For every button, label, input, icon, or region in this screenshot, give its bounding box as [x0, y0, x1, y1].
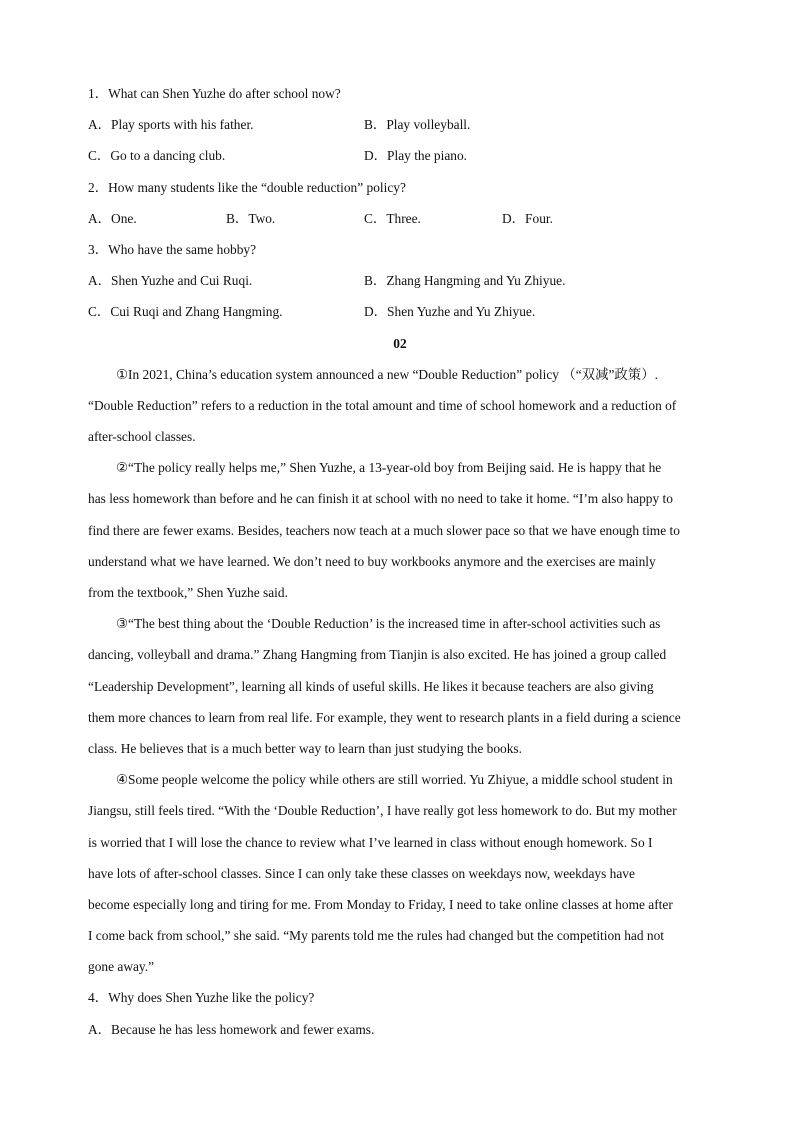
question-2-stem: 2．How many students like the “double reduction” policy?	[88, 179, 406, 195]
question-1-stem: 1．What can Shen Yuzhe do after school now?	[88, 86, 341, 101]
passage-paragraph-2	[88, 452, 712, 608]
passage-line: class. He believes that is a much better way to learn than just studying the books.	[88, 740, 522, 756]
passage-line: after-school classes.	[88, 429, 196, 445]
passage-line: “Leadership Development”, learning all kinds of useful skills. He likes it because teachers are also giving	[88, 678, 654, 694]
passage-paragraph-4	[88, 764, 712, 982]
passage-line: become especially long and tiring for me. From Monday to Friday, I need to take online classes at home after	[88, 896, 673, 912]
section-number: 02	[393, 335, 407, 351]
option-c: C．Three.	[364, 210, 421, 226]
option-a: A．One.	[88, 210, 137, 226]
option-d: D．Shen Yuzhe and Yu Zhiyue.	[364, 304, 536, 320]
question-4-option-a: A．Because he has less homework and fewer exams.	[88, 1021, 375, 1037]
passage-paragraph-1	[88, 359, 712, 453]
passage-line: find there are fewer exams. Besides, teachers now teach at a much slower pace so that we have enough time to	[88, 522, 680, 538]
passage-line: I come back from school,” she said. “My parents told me the rules had changed but the competition had not	[88, 928, 665, 944]
passage-line: ④Some people welcome the policy while others are still worried. Yu Zhiyue, a middle school student in	[116, 772, 673, 788]
passage-line: dancing, volleyball and drama.” Zhang Hangming from Tianjin is also excited. He has joined a group called	[88, 647, 667, 663]
exam-page	[88, 78, 712, 1045]
passage-line: ②“The policy really helps me,” Shen Yuzhe, a 13-year-old boy from Beijing said. He is happy that he	[116, 460, 662, 476]
option-b: B．Two.	[226, 210, 276, 226]
question-4-stem: 4．Why does Shen Yuzhe like the policy?	[88, 990, 315, 1006]
option-b: B．Play volleyball.	[364, 117, 471, 133]
passage-line: gone away.”	[88, 959, 155, 975]
passage-line: from the textbook,” Shen Yuzhe said.	[88, 585, 288, 600]
passage-line: has less homework than before and he can finish it at school with no need to take it home. “I’m also happy to	[88, 491, 673, 507]
passage-line: “Double Reduction” refers to a reduction in the total amount and time of school homework and a reduction of	[88, 397, 677, 413]
passage-line: ③“The best thing about the ‘Double Reduction’ is the increased time in after-school activities such as	[116, 616, 661, 632]
passage-line: is worried that I will lose the chance to review what I’ve learned in class without enough homework. So I	[88, 834, 653, 850]
passage-line: them more chances to learn from real life. For example, they went to research plants in a field during a science	[88, 709, 681, 725]
option-a: A．Shen Yuzhe and Cui Ruqi.	[88, 273, 253, 289]
passage-line: ①In 2021, China’s education system announced a new “Double Reduction” policy （“双减”政策）.	[116, 366, 658, 382]
question-2-options-row	[88, 203, 712, 234]
question-3-stem: 3．Who have the same hobby?	[88, 241, 257, 257]
option-a: A．Play sports with his father.	[88, 117, 254, 133]
question-3-options-row-2	[88, 296, 712, 327]
option-d: D．Play the piano.	[364, 148, 468, 164]
question-1-options-row-2	[88, 140, 712, 171]
passage-paragraph-3	[88, 608, 712, 764]
option-c: C．Cui Ruqi and Zhang Hangming.	[88, 304, 283, 320]
option-b: B．Zhang Hangming and Yu Zhiyue.	[364, 273, 566, 289]
option-d: D．Four.	[502, 210, 553, 226]
passage-line: have lots of after-school classes. Since I can only take these classes on weekdays now, weekdays have	[88, 865, 635, 881]
question-1-options-row-1	[88, 109, 712, 140]
passage-line: Jiangsu, still feels tired. “With the ‘Double Reduction’, I have really got less homework to do. But my mother	[88, 803, 677, 819]
passage-line: understand what we have learned. We don’t need to buy workbooks anymore and the exercises are mainly	[88, 553, 656, 569]
question-3-options-row-1	[88, 265, 712, 296]
option-c: C．Go to a dancing club.	[88, 148, 226, 164]
